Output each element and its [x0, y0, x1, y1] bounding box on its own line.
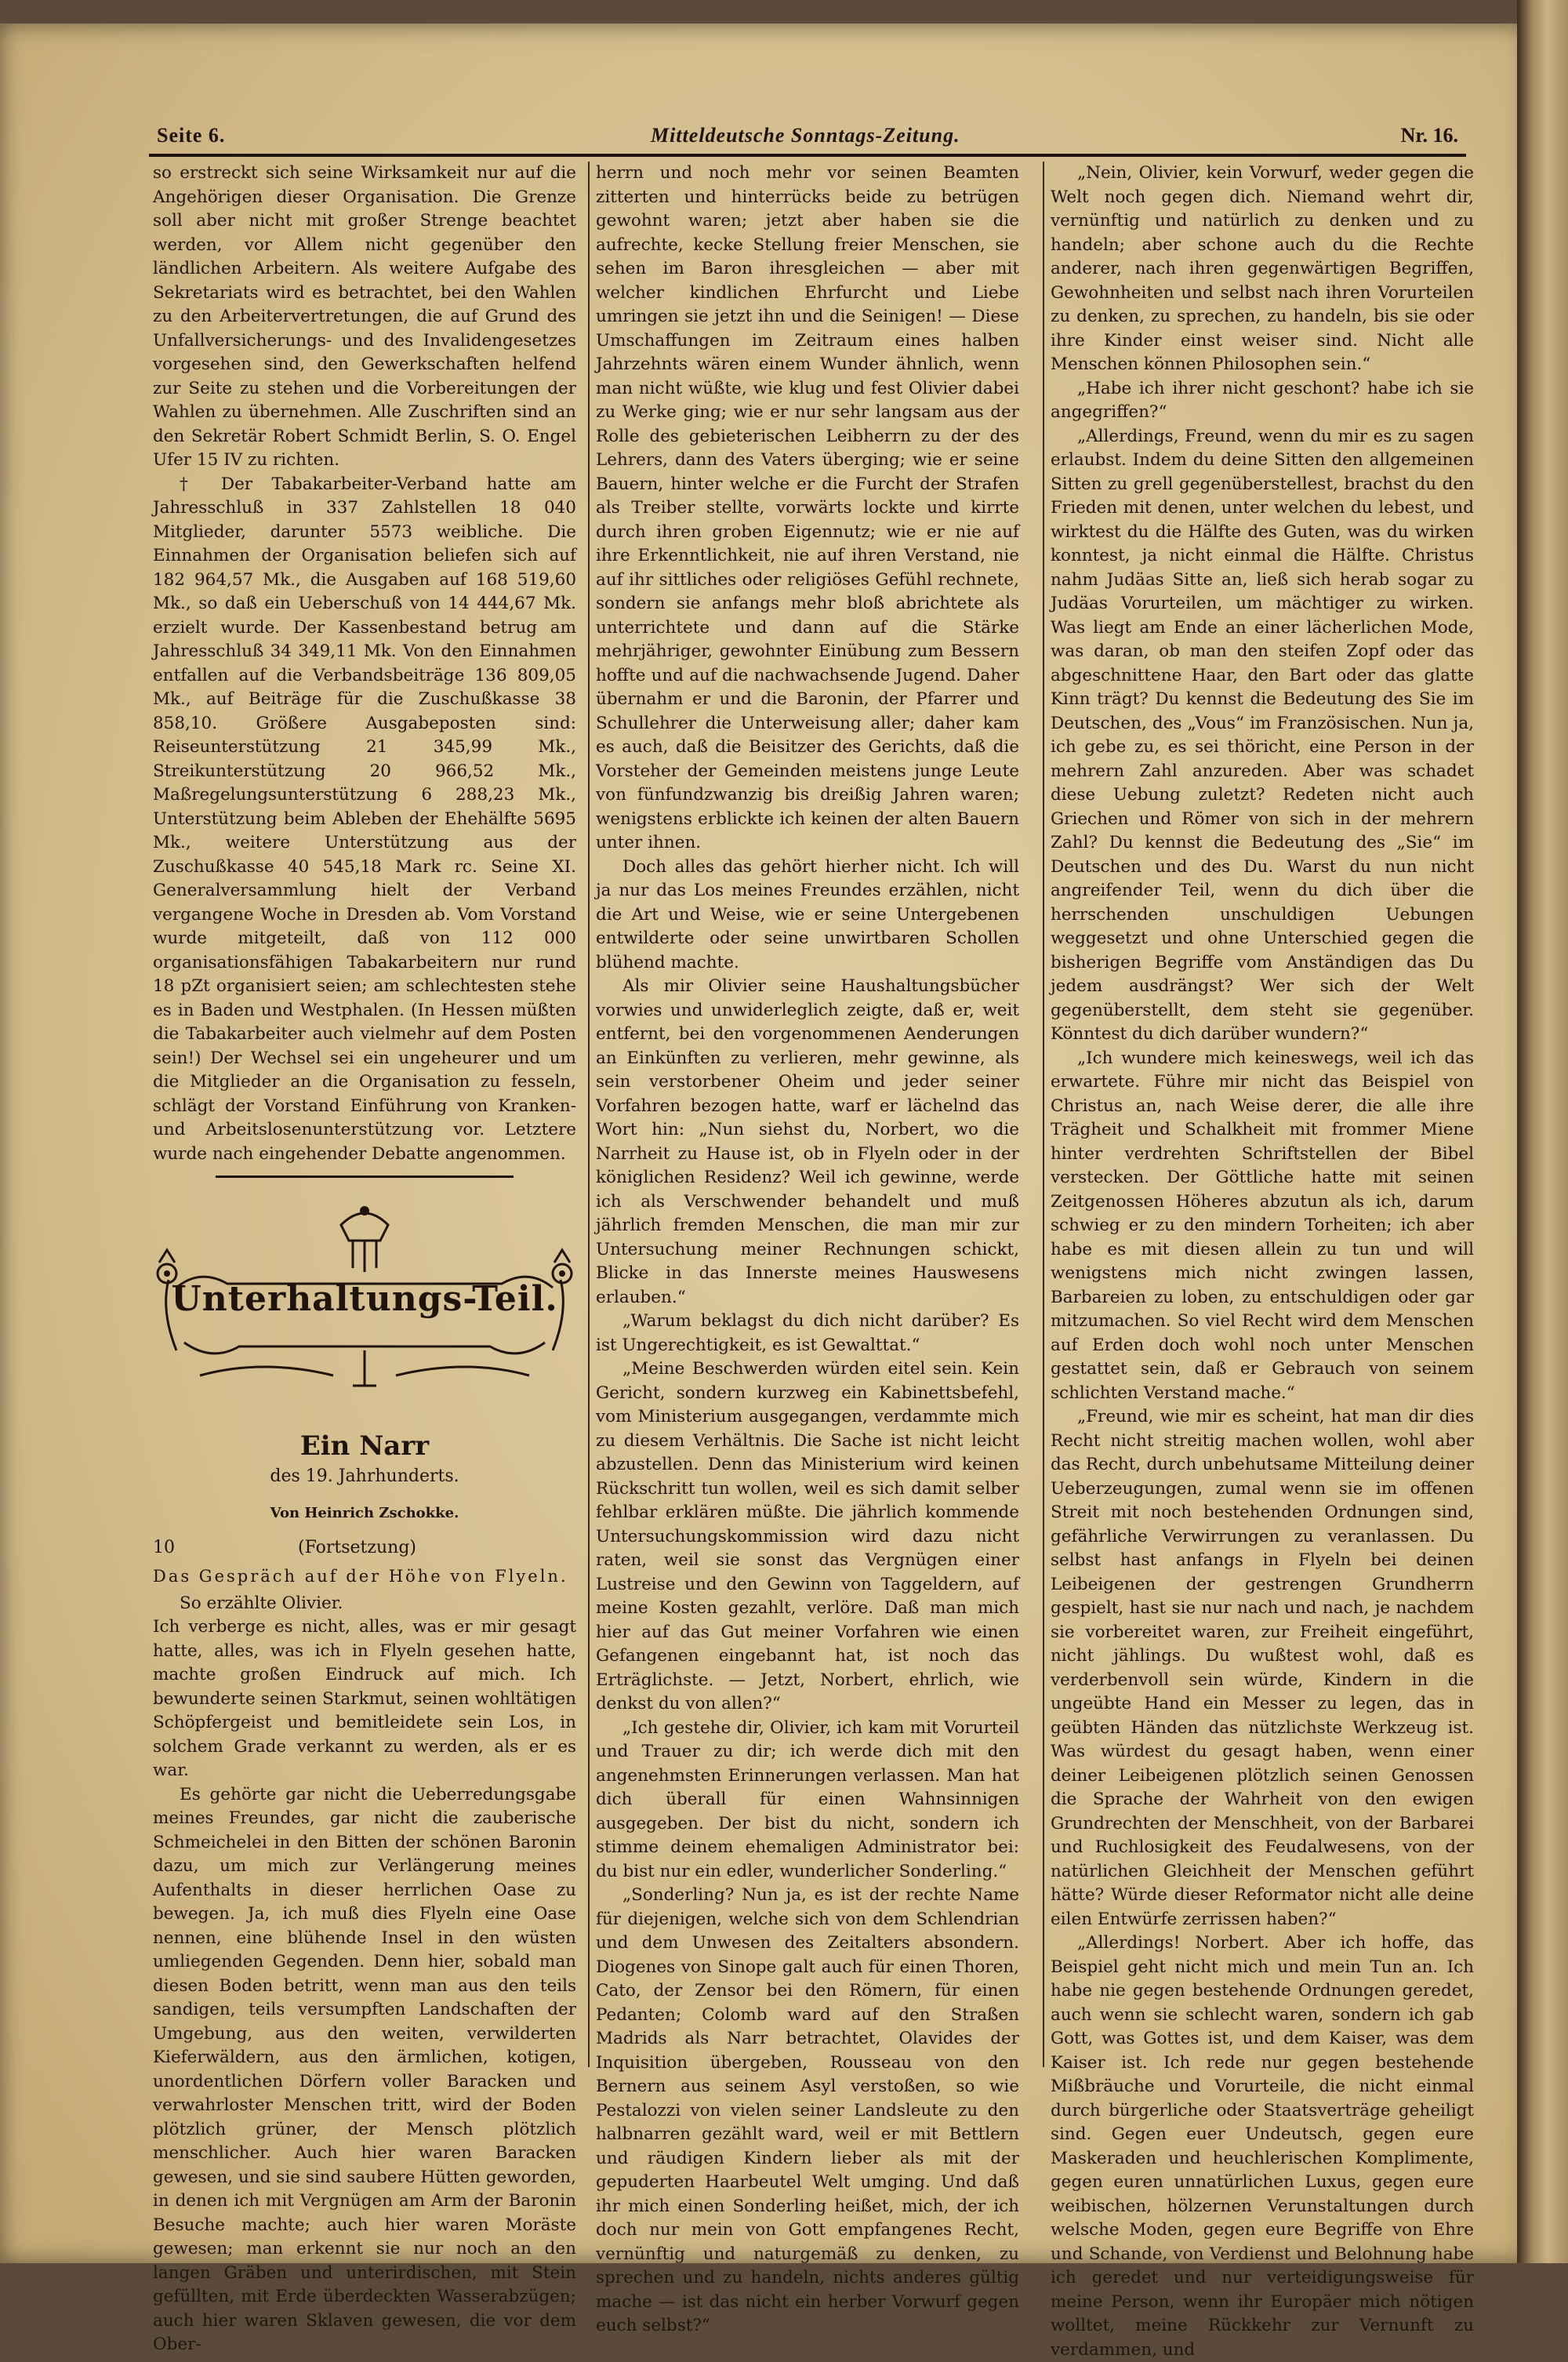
column-divider-1: [588, 162, 590, 2067]
section-banner: [153, 1194, 576, 1421]
paragraph: Es gehörte gar nicht die Ueberredungsgabe meines Freundes, gar nicht die zauberische Schmeichelei in den Bitten der schönen Baronin dazu, um mich zur Verlängerung meines Aufenthalts in dieser herrlichen Oase zu bewegen. Ja, ich muß dies Flyeln eine Oase nennen, eine blühende Insel in den wüsten umliegenden Gegenden. Denn hier, sobald man diesen Boden betritt, wenn man aus den teils sandigen, teils versumpften Landschaften der Umgebung, aus den weiten, verwilderten Kieferwäldern, aus den ärmlichen, kotigen, unordentlichen Dörfern voller Baracken und verwahrloster Menschen tritt, wird der Boden plötzlich grüner, der Mensch plötzlich menschlicher. Auch hier waren Baracken gewesen, und sie sind saubere Hütten geworden, in denen ich mit Vergnügen am Arm der Baronin Besuche machte; auch hier waren Moräste gewesen; man erkennt sie nur noch an den langen Gräben und unterirdischen, mit Stein gefüllten, mit Erde überdeckten Wasserabzügen; auch hier waren Sklaven gewesen, die vor dem Ober-: [153, 1784, 576, 2354]
installment-row: [153, 1536, 576, 1564]
page-header: [157, 124, 1458, 152]
banner-title: Unterhaltungs-Teil.: [171, 1279, 558, 1319]
paragraph: † Der Tabakarbeiter-Verband hatte am Jahresschluß in 337 Zahlstellen 18 040 Mitglieder, darunter 5573 weibliche. Die Einnahmen der Organisation beliefen sich auf 182 964,57 Mk., die Ausgaben auf 168 519,60 Mk., so daß ein Ueberschuß von 14 444,67 Mk. erzielt wurde. Der Kassenbestand betrug am Jahresschluß 34 349,11 Mk. Von den Einnahmen entfallen auf die Verbandsbeiträge 136 809,05 Mk., auf Beiträge für die Zuschußkasse 38 858,10. Größere Ausgabeposten sind: Reiseunterstützung 21 345,99 Mk., Streikunterstützung 20 966,52 Mk., Maßregelungsunterstützung 6 288,23 Mk., Unterstützung beim Ableben der Ehehälfte 5695 Mk., weitere Unterstützung aus der Zuschußkasse 40 545,18 Mark rc. Seine XI. Generalversammlung hielt der Verband vergangene Woche in Dresden ab. Vom Vorstand wurde mitgeteilt, daß von 112 000 organisationsfähigen Tabakarbeitern nur rund 18 pZt organisiert seien; am schlechtesten stehe es in Baden und Westphalen. (In Hessen müßten die Tabakarbeiter auch vielmehr auf dem Posten sein!) Der Wechsel sei ein ungeheurer und um die Mitglieder an die Organisation zu fesseln, schlägt der Vorstand Einführung von Kranken- und Arbeitslosenunterstützung vor. Letztere wurde nach eingehender Debatte angenommen.: [153, 474, 576, 1164]
paragraph: „Sonderling? Nun ja, es ist der rechte Name für diejenigen, welche sich von dem Schlendrian und dem Unwesen des Zeitalters absondern. Diogenes von Sinope galt auch für einen Thoren, Cato, der Zensor bei den Römern, für einen Pedanten; Colomb ward auf den Straßen Madrids als Narr betrachtet, Olavides der Inquisition übergeben, Rousseau von den Bernern aus seinem Asyl verstoßen, so wie Pestalozzi von vielen seiner Landsleute zu den halbnarren gezählt ward, weil er mit Bettlern und räudigen Kindern lieber als mit der gepuderten Haarbeutel Welt umging. Und daß ihr mich einen Sonderling heißet, mich, der ich doch nur mein von Gott empfangenes Recht, vernünftig und naturgemäß zu denken, zu sprechen und zu handeln, nichts anderes gültig mache — ist das nicht ein herber Vorwurf gegen euch selbst?“: [596, 1885, 1019, 2335]
column-1: [153, 162, 576, 2354]
column-divider-2: [1043, 162, 1044, 2067]
paragraph: „Freund, wie mir es scheint, hat man dir dies Recht nicht streitig machen wollen, wohl aber das Recht, durch unbehutsame Mitteilung deiner Ueberzeugungen, zumal wenn sie im offenen Streit mit noch bestehenden Ordnungen sind, gefährliche Verwirrungen zu veranlassen. Du selbst hast anfangs in Flyeln bei deinen Leibeigenen der gestrengen Grundherrn gespielt, hast sie nur nach und nach, je nachdem sie vorbereitet waren, zur Freiheit eingeführt, nicht jählings. Du wußtest wohl, daß es verderbenvoll sein würde, Kindern in die ungeübte Hand ein Messer zu legen, das in geübten Händen das nützlichste Werkzeug ist. Was würdest du gesagt haben, wenn einer deiner Leibeigenen plötzlich seinen Genossen die Sprache der Wahrheit von den ewigen Grundrechten der Menschheit, von der Barbarei und Ruchlosigkeit des Feudalwesens, von der natürlichen Gleichheit der Menschen geführt hätte? Würde dieser Reformator nicht alle deine eilen Entwürfe zerrissen haben?“: [1051, 1407, 1474, 1929]
paragraph: „Allerdings, Freund, wenn du mir es zu sagen erlaubst. Indem du deine Sitten den allgemeinen Sitten zu grell gegenüberstellest, brachst du den Frieden mit denen, unter welchen du lebest, und wirktest du die Hälfte des Guten, was du wirken konntest, ja nicht einmal die Hälfte. Christus nahm Judäas Sitte an, ließ sich herab sogar zu Judäas Vorurteilen, um mächtiger zu wirken. Was liegt am Ende an einer lächerlichen Mode, was daran, ob man den steifen Zopf oder das abgeschnittene Haar, den Bart oder das glatte Kinn trägt? Du kennst die Bedeutung des Sie im Deutschen, des „Vous“ im Französischen. Nun ja, ich gebe zu, es sei thöricht, eine Person in der mehrern Zahl anzureden. Aber was schadet diese Uebung zuletzt? Redeten nicht auch Griechen und Römer von sich in der mehrern Zahl? Du kennst die Bedeutung des „Sie“ im Deutschen und des Du. Warst du nun nicht angreifender Teil, wenn du dich über die herrschenden unschuldigen Uebungen weggesetzt und ohne Unterschied gegen die bisherigen Begriffe vom Anständigen das Du jedem ausdrängst? Wer sich der Welt gegenüberstellt, dem steht sie gegenüber. Könntest du dich darüber wundern?“: [1051, 426, 1474, 1044]
paragraph: „Nein, Olivier, kein Vorwurf, weder gegen die Welt noch gegen dich. Niemand wehrt dir, vernünftig und natürlich zu denken und zu handeln; aber schone auch du die Rechte anderer, nach ihren gegenwärtigen Begriffen, Gewohnheiten und selbst nach ihren Vorurteilen zu denken, zu sprechen, zu handeln, bis sie oder ihre Kinder einst weiser sind. Nicht alle Menschen können Philosophen sein.“: [1051, 163, 1474, 374]
paragraph: „Meine Beschwerden würden eitel sein. Kein Gericht, sondern kurzweg ein Kabinettsbefehl, vom Ministerium ausgegangen, verdammte mich zu diesem Verhältnis. Die Sache ist nicht leicht abzustellen. Denn das Ministerium wird keinen Rückschritt tun wollen, weil es sich damit selber fehlbar erklären müßte. Die jährlich kommende Untersuchungskommission wird dazu nicht raten, weil sie sonst das Vergnügen einer Lustreise und den Gewinn von Taggeldern, auf meine Kosten gezahlt, verlöre. Daß man mich hier auf das Gut meiner Vorfahren wie einen Gefangenen eingebannt hat, ist noch das Erträglichste. — Jetzt, Norbert, ehrlich, wie denkst du von allen?“: [596, 1359, 1019, 1713]
column-3: [1051, 162, 1474, 2360]
paragraph: „Ich wundere mich keineswegs, weil ich das erwartete. Führe mir nicht das Beispiel von Christus an, nach Weise derer, die alle ihre Trägheit und Schalkheit mit frommer Miene hinter verdrehten Schriftstellen der Bibel verstecken. Der Göttliche hatte mit seinen Zeitgenossen Höheres abzutun als ich, darum schwieg er zu den mindern Torheiten; ich aber habe es mit diesen allein zu tun und will wenigstens mich nicht zwingen lassen, Barbareien zu loben, zu entschuldigen oder gar mitzumachen. So viel Recht wird dem Menschen auf Erden doch wohl noch unter Menschen gestattet sein, daß er Gebrauch von seinem schlichten Verstand mache.“: [1051, 1048, 1474, 1403]
book-binding-gutter: [1517, 0, 1568, 2263]
header-rule: [149, 154, 1466, 157]
masthead: Mitteldeutsche Sonntags-Zeitung.: [651, 124, 960, 147]
paragraph: Als mir Olivier seine Haushaltungsbücher vorwies und unwiderleglich zeigte, daß er, weit entfernt, bei den vorgenommenen Aenderungen an Einkünften zu verlieren, mehr gewinne, als sein verstorbener Oheim und jeder seiner Vorfahren bezogen hatte, warf er lächelnd das Wort hin: „Nun siehst du, Norbert, wo die Narrheit zu Hause ist, ob in Flyeln oder in der königlichen Residenz? Weil ich gewinne, werde ich als Verschwender behandelt und muß jährlich fremden Menschen, die man mir zur Untersuchung meiner Rechnungen schickt, Blicke in das Innerste meines Hauswesens erlauben.“: [596, 976, 1019, 1307]
paragraph: So erzählte Olivier.: [180, 1593, 343, 1613]
paragraph: Ich verberge es nicht, alles, was er mir gesagt hatte, alles, was ich in Flyeln gesehen hatte, machte großen Eindruck auf mich. Ich bewunderte seinen Starkmut, seinen wohltätigen Schöpfergeist und bemitleidete sein Los, in solchem Grade verkannt zu werden, als er es war.: [153, 1617, 576, 1780]
installment-number: 10: [153, 1538, 175, 1557]
paragraph: Doch alles das gehört hierher nicht. Ich will ja nur das Los meines Freundes erzählen, nicht die Art und Weise, wie er seine Untergebenen entwilderte oder seine unwirtbaren Schollen blühend machte.: [596, 856, 1019, 972]
chapter-heading: Das Gespräch auf der Höhe von Flyeln.: [153, 1567, 568, 1586]
paragraph: „Warum beklagst du dich nicht darüber? Es ist Ungerechtigkeit, es ist Gewalttat.“: [596, 1311, 1019, 1355]
paragraph: „Habe ich ihrer nicht geschont? habe ich sie angegriffen?“: [1051, 378, 1474, 422]
paragraph: „Ich gestehe dir, Olivier, ich kam mit Vorurteil und Trauer zu dir; ich werde dich mit den angenehmsten Erinnerungen verlassen. Man hat dich überall für einen Wahnsinnigen ausgegeben. Der bist du nicht, sondern ich stimme deinem ehemaligen Administrator bei: du bist nur ein edler, wunderlicher Sonderling.“: [596, 1717, 1019, 1881]
page-number: Seite 6.: [157, 124, 226, 147]
paragraph: so erstreckt sich seine Wirksamkeit nur auf die Angehörigen dieser Organisation. Die Grenze soll aber nicht mit großer Strenge beachtet werden, vor Allem nicht gegenüber den ländlichen Arbeitern. Als weitere Aufgabe des Sekretariats wird es betrachtet, bei den Wahlen zu den Arbeitervertretungen, die auf Grund des Unfallversicherungs- und des Invalidengesetzes vorgesehen sind, den Gewerkschaften helfend zur Seite zu stehen und die Vorbereitungen der Wahlen zu übernehmen. Alle Zuschriften sind an den Sekretär Robert Schmidt Berlin, S. O. Engel Ufer 15 IV zu richten.: [153, 163, 576, 470]
column-2: [596, 162, 1019, 2335]
section-divider: [216, 1176, 514, 1178]
paragraph: herrn und noch mehr vor seinen Beamten zitterten und hinterrücks beide zu betrügen gewohnt waren; jetzt aber haben sie die aufrechte, kecke Stellung freier Menschen, sie sehen im Baron ihresgleichen — aber mit welcher kindlichen Ehrfurcht und Liebe umringen sie jetzt ihn und die Seinigen! — Diese Umschaffungen im Zeitraum eines halben Jahrzehnts wären einem Wunder ähnlich, wenn man nicht wüßte, wie klug und fest Olivier dabei zu Werke ging; wie er nur sehr langsam aus der Rolle des gebieterischen Leibherrn zu der des Lehrers, dann des Vaters überging; wie er seine Bauern, hinter welche er die Furcht der Strafen als Treiber stellte, vorwärts lockte und kirrte durch ihren groben Eigennutz; wie er nie auf ihre Erkenntlichkeit, nie auf ihren Verstand, nie auf ihr sittliches oder religiöses Gefühl rechnete, sondern sie anfangs mehr bloß abrichtete als unterrichtete und dann auf die Stärke mehrjähriger, gewohnter Einübung zum Bessern hoffte und auf die nachwachsende Jugend. Daher übernahm er und die Baronin, der Pfarrer und Schullehrer die Unterweisung aller; daher kam es auch, daß die Beisitzer des Gerichts, daß die Vorsteher der Gemeinden meistens junge Leute von fünfundzwanzig bis dreißig Jahren waren; wenigstens erblickte ich keinen der alten Bauern unter ihnen.: [596, 163, 1019, 852]
issue-number: Nr. 16.: [1400, 124, 1458, 147]
story-subtitle: des 19. Jahrhunderts.: [270, 1466, 459, 1486]
paragraph: „Allerdings! Norbert. Aber ich hoffe, das Beispiel geht nicht mich und mein Tun an. Ich habe nie gegen bestehende Ordnungen geredet, auch wenn sie schlecht waren, sondern ich gab Gott, was Gottes ist, und dem Kaiser, was dem Kaiser ist. Ich rede nur gegen bestehende Mißbräuche und Vorurteile, die nicht einmal durch bürgerliche oder Staatsverträge geheiligt sind. Gegen euer Undeutsch, gegen eure Maskeraden und heuchlerischen Komplimente, gegen euren unnatürlichen Luxus, gegen eure weibischen, hölzernen Verunstaltungen durch welsche Moden, gegen eure Begriffe von Ehre und Schande, von Verdienst und Belohnung habe ich geredet und nur verteidigungsweise für meine Person, wenn ihr Europäer mich nötigen wolltet, meine Rückkehr zur Vernunft zu verdammen, und: [1051, 1933, 1474, 2360]
story-author: Von Heinrich Zschokke.: [270, 1504, 459, 1521]
story-title: Ein Narr: [299, 1430, 430, 1462]
continuation-note: (Fortsetzung): [298, 1538, 416, 1557]
